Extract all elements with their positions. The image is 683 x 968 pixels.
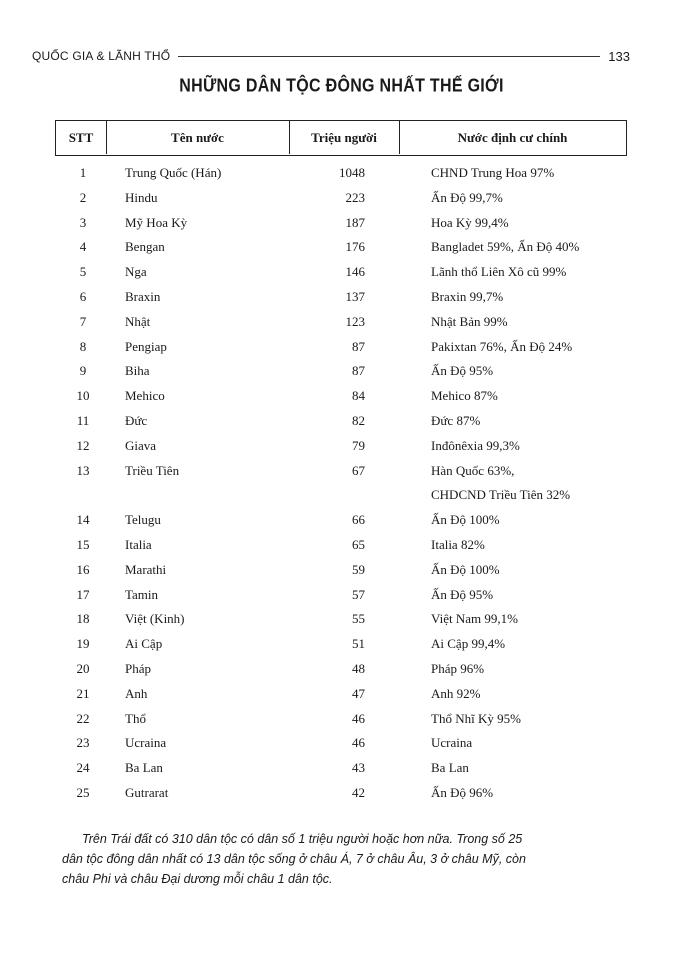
cell-country: Pakixtan 76%, Ấn Độ 24% <box>431 338 573 354</box>
cell-country: Braxin 99,7% <box>431 288 504 304</box>
table-row <box>0 533 683 558</box>
cell-stt: 6 <box>79 288 87 304</box>
table-row <box>0 632 683 657</box>
cell-country: Ấn Độ 96% <box>431 784 494 800</box>
cell-stt: 20 <box>76 660 90 676</box>
cell-millions: 67 <box>352 462 365 478</box>
table-row <box>0 583 683 608</box>
cell-name: Telugu <box>125 512 161 528</box>
cell-name: Đức <box>125 412 148 428</box>
cell-country: Ai Cập 99,4% <box>431 636 506 652</box>
cell-country: Ucraina <box>431 735 473 751</box>
cell-name: Tamin <box>125 586 159 602</box>
table-row <box>0 310 683 335</box>
cell-stt: 19 <box>76 636 90 652</box>
cell-millions: 187 <box>345 214 365 230</box>
table-row <box>0 682 683 707</box>
cell-name: Ba Lan <box>125 760 163 776</box>
cell-country: Nhật Bản 99% <box>431 313 508 329</box>
table-row <box>0 781 683 806</box>
cell-name: Braxin <box>125 288 161 304</box>
cell-millions: 46 <box>352 710 365 726</box>
page-title: NHỮNG DÂN TỘC ĐÔNG NHẤT THẾ GIỚI <box>179 76 504 97</box>
cell-country: CHDCND Triều Tiên 32% <box>431 487 571 503</box>
cell-stt: 18 <box>76 611 90 627</box>
cell-stt: 22 <box>76 710 90 726</box>
cell-country: Ấn Độ 95% <box>431 586 494 602</box>
cell-millions: 79 <box>352 437 365 453</box>
table-row <box>0 459 683 484</box>
cell-name: Giava <box>125 437 157 453</box>
cell-millions: 66 <box>352 512 365 528</box>
cell-millions: 57 <box>352 586 365 602</box>
cell-millions: 82 <box>352 412 365 428</box>
cell-stt: 7 <box>79 313 87 329</box>
table-row <box>0 731 683 756</box>
cell-millions: 87 <box>352 338 365 354</box>
cell-country: Bangladet 59%, Ấn Độ 40% <box>431 239 580 255</box>
table-header <box>55 120 627 156</box>
cell-country: Anh 92% <box>431 685 481 701</box>
cell-country: CHND Trung Hoa 97% <box>431 165 555 180</box>
cell-stt: 21 <box>76 685 90 701</box>
cell-stt: 17 <box>76 586 90 602</box>
cell-stt: 15 <box>76 536 90 552</box>
header-rule <box>178 56 600 57</box>
cell-name: Pháp <box>125 660 151 676</box>
cell-name: Triều Tiên <box>125 462 180 478</box>
cell-millions: 146 <box>345 264 365 280</box>
cell-stt: 8 <box>79 338 87 354</box>
cell-name: Italia <box>125 536 152 552</box>
cell-stt: 12 <box>76 437 90 453</box>
table-row <box>0 260 683 285</box>
table-row <box>0 434 683 459</box>
table-row <box>0 285 683 310</box>
cell-millions: 137 <box>345 288 365 304</box>
cell-country: Ấn Độ 99,7% <box>431 189 503 205</box>
cell-stt: 1 <box>79 165 87 180</box>
column-header-country: Nước định cư chính <box>457 129 568 145</box>
table-row <box>0 186 683 211</box>
cell-country: Ấn Độ 100% <box>431 561 500 577</box>
table-row <box>0 483 683 508</box>
cell-name: Biha <box>125 363 150 379</box>
table-row <box>0 384 683 409</box>
footnote <box>62 829 634 889</box>
cell-country: Inđônêxia 99,3% <box>431 437 520 453</box>
cell-millions: 1048 <box>339 165 365 180</box>
table-row <box>0 508 683 533</box>
cell-name: Marathi <box>125 561 167 577</box>
cell-stt: 13 <box>76 462 90 478</box>
cell-name: Anh <box>125 685 148 701</box>
cell-name: Nga <box>125 264 147 280</box>
cell-name: Gutrarat <box>125 784 169 800</box>
column-header-millions: Triệu người <box>311 129 377 145</box>
cell-country: Italia 82% <box>431 536 485 552</box>
cell-name: Trung Quốc (Hán) <box>125 165 222 180</box>
cell-name: Việt (Kinh) <box>125 611 185 627</box>
cell-millions: 48 <box>352 660 365 676</box>
table-body <box>0 161 683 806</box>
cell-country: Hàn Quốc 63%, <box>431 462 515 478</box>
table-row <box>0 235 683 260</box>
cell-country: Việt Nam 99,1% <box>431 611 518 627</box>
section-title: QUỐC GIA & LÃNH THỔ <box>32 49 171 63</box>
footnote-line: Trên Trái đất có 310 dân tộc có dân số 1 triệu người hoặc hơn nữa. Trong số 25 <box>82 832 523 846</box>
cell-country: Ba Lan <box>431 760 469 776</box>
cell-stt: 3 <box>79 214 87 230</box>
footnote-line: châu Phi và châu Đại dương mỗi châu 1 dân tộc. <box>62 872 333 886</box>
table-row <box>0 607 683 632</box>
cell-name: Nhật <box>125 313 151 329</box>
cell-country: Thổ Nhĩ Kỳ 95% <box>431 710 521 726</box>
cell-name: Ai Cập <box>125 636 163 652</box>
cell-stt: 24 <box>76 760 90 776</box>
page-number: 133 <box>608 48 630 64</box>
cell-millions: 59 <box>352 561 365 577</box>
cell-name: Mehico <box>125 388 165 404</box>
table-row <box>0 707 683 732</box>
cell-stt: 9 <box>79 363 87 379</box>
footnote-line: dân tộc đông dân nhất có 13 dân tộc sống ở châu Á, 7 ở châu Âu, 3 ở châu Mỹ, còn <box>62 852 526 866</box>
cell-stt: 5 <box>79 264 87 280</box>
cell-millions: 51 <box>352 636 365 652</box>
cell-millions: 46 <box>352 735 365 751</box>
table-row <box>0 558 683 583</box>
cell-name: Hindu <box>125 189 158 205</box>
running-header <box>32 47 630 65</box>
cell-stt: 2 <box>79 189 87 205</box>
cell-stt: 4 <box>79 239 87 255</box>
table-row <box>0 359 683 384</box>
cell-name: Pengiap <box>125 338 167 354</box>
cell-millions: 84 <box>352 388 365 404</box>
cell-name: Ucraina <box>125 735 167 751</box>
column-header-stt: STT <box>68 129 94 145</box>
cell-country: Hoa Kỳ 99,4% <box>431 214 509 230</box>
cell-country: Ấn Độ 95% <box>431 363 494 379</box>
cell-name: Bengan <box>125 239 165 255</box>
table-row <box>0 409 683 434</box>
table-row <box>0 335 683 360</box>
cell-stt: 14 <box>76 512 90 528</box>
cell-name: Thổ <box>125 710 146 726</box>
cell-country: Lãnh thổ Liên Xô cũ 99% <box>431 264 567 280</box>
cell-millions: 47 <box>352 685 365 701</box>
cell-name: Mỹ Hoa Kỳ <box>125 214 188 230</box>
cell-millions: 223 <box>345 189 365 205</box>
cell-stt: 10 <box>76 388 90 404</box>
table-row <box>0 657 683 682</box>
cell-millions: 42 <box>352 784 365 800</box>
table-row <box>0 756 683 781</box>
cell-stt: 23 <box>76 735 90 751</box>
cell-millions: 87 <box>352 363 365 379</box>
cell-stt: 11 <box>76 412 90 428</box>
cell-stt: 16 <box>76 561 90 577</box>
cell-millions: 65 <box>352 536 365 552</box>
cell-millions: 123 <box>345 313 365 329</box>
cell-millions: 55 <box>352 611 365 627</box>
column-header-name: Tên nước <box>171 129 224 145</box>
cell-millions: 176 <box>345 239 365 255</box>
cell-millions: 43 <box>352 760 365 776</box>
cell-country: Ấn Độ 100% <box>431 512 500 528</box>
cell-stt: 25 <box>76 784 90 800</box>
cell-country: Mehico 87% <box>431 388 498 404</box>
table-row <box>0 161 683 186</box>
cell-country: Pháp 96% <box>431 660 485 676</box>
table-row <box>0 211 683 236</box>
cell-country: Đức 87% <box>431 412 481 428</box>
